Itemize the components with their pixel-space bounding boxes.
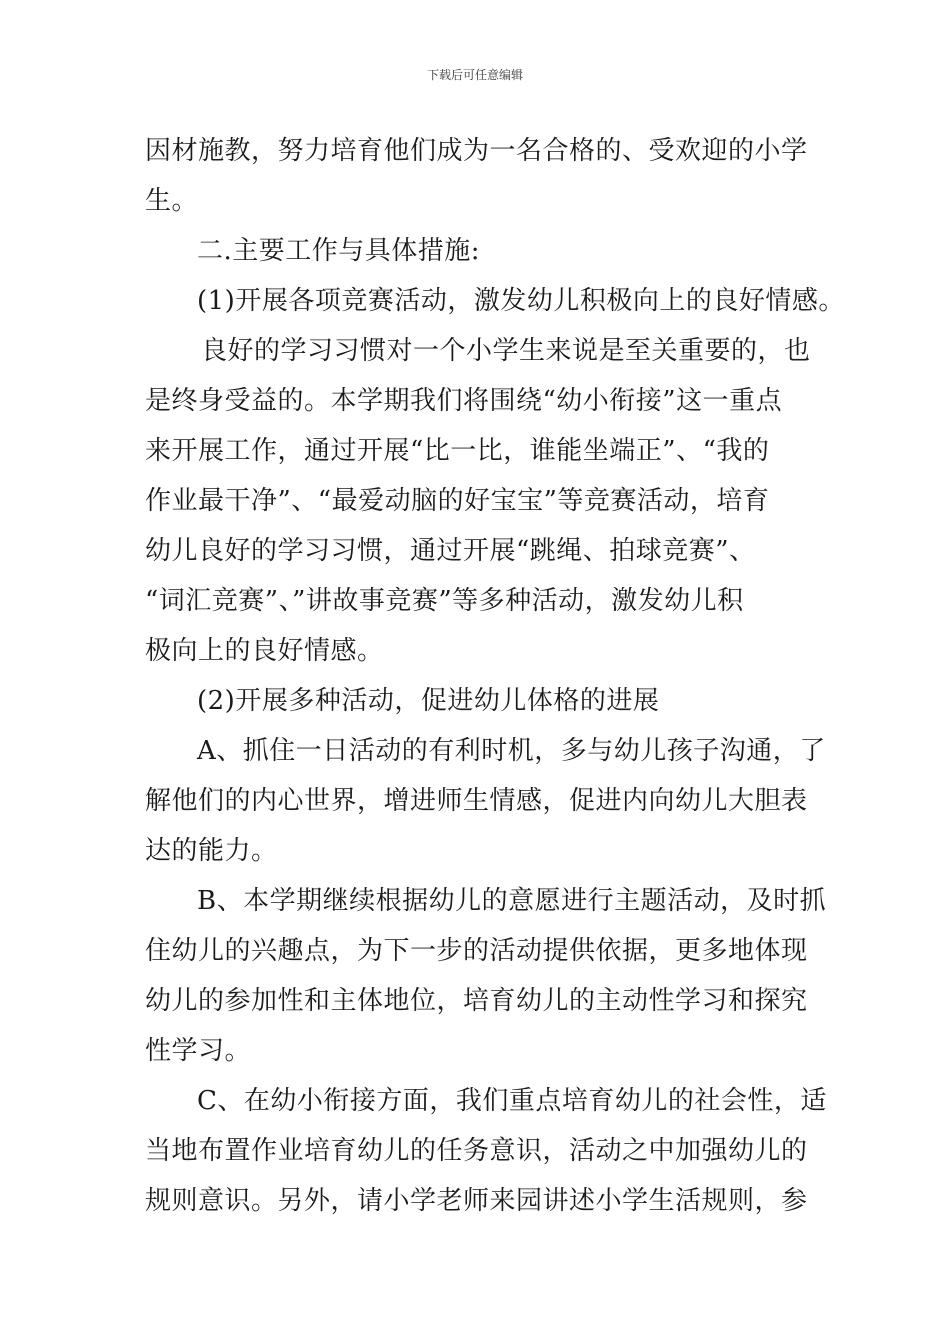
- text-line: 达的能力。: [145, 836, 278, 866]
- text-line: “词汇竞赛”、”讲故事竞赛”等多种活动，激发幼儿积: [145, 586, 744, 616]
- text-line: 规则意识。另外，请小学老师来园讲述小学生活规则，参: [145, 1186, 808, 1216]
- text-line: 极向上的良好情感。: [145, 636, 384, 666]
- subsection-heading: (2)开展多种活动，促进幼儿体格的进展: [197, 686, 660, 716]
- text-line: 是终身受益的。本学期我们将围绕“幼小衔接”这一重点: [145, 386, 783, 416]
- paragraph-start: B、本学期继续根据幼儿的意愿进行主题活动，及时抓: [197, 886, 827, 916]
- text-line: 当地布置作业培育幼儿的任务意识，活动之中加强幼儿的: [145, 1136, 808, 1166]
- document-body: [145, 126, 845, 1226]
- paragraph-start: A、抓住一日活动的有利时机，多与幼儿孩子沟通，了: [197, 736, 826, 766]
- text-line: 来开展工作，通过开展“比一比，谁能坐端正”、“我的: [145, 436, 770, 466]
- text-line: 作业最干净”、“最爱动脑的好宝宝”等竞赛活动，培育: [145, 486, 770, 516]
- section-heading: 二.主要工作与具体措施:: [197, 236, 481, 266]
- text-line: 因材施教，努力培育他们成为一名合格的、受欢迎的小学: [145, 136, 808, 166]
- text-line: 性学习。: [145, 1036, 252, 1066]
- text-line: 住幼儿的兴趣点，为下一步的活动提供依据，更多地体现: [145, 936, 808, 966]
- page-header: 下载后可任意编辑: [426, 68, 523, 82]
- text-line: 解他们的内心世界，增进师生情感，促进内向幼儿大胆表: [145, 786, 808, 816]
- text-line: 生。: [145, 186, 199, 216]
- paragraph-start: C、在幼小衔接方面，我们重点培育幼儿的社会性，适: [197, 1086, 827, 1116]
- text-line: 幼儿的参加性和主体地位，培育幼儿的主动性学习和探究: [145, 986, 808, 1016]
- paragraph-start: 良好的学习习惯对一个小学生来说是至关重要的，也: [201, 336, 811, 366]
- subsection-heading: (1)开展各项竞赛活动，激发幼儿积极向上的良好情感。: [197, 286, 845, 316]
- text-line: 幼儿良好的学习习惯，通过开展“跳绳、拍球竞赛”、: [145, 536, 756, 566]
